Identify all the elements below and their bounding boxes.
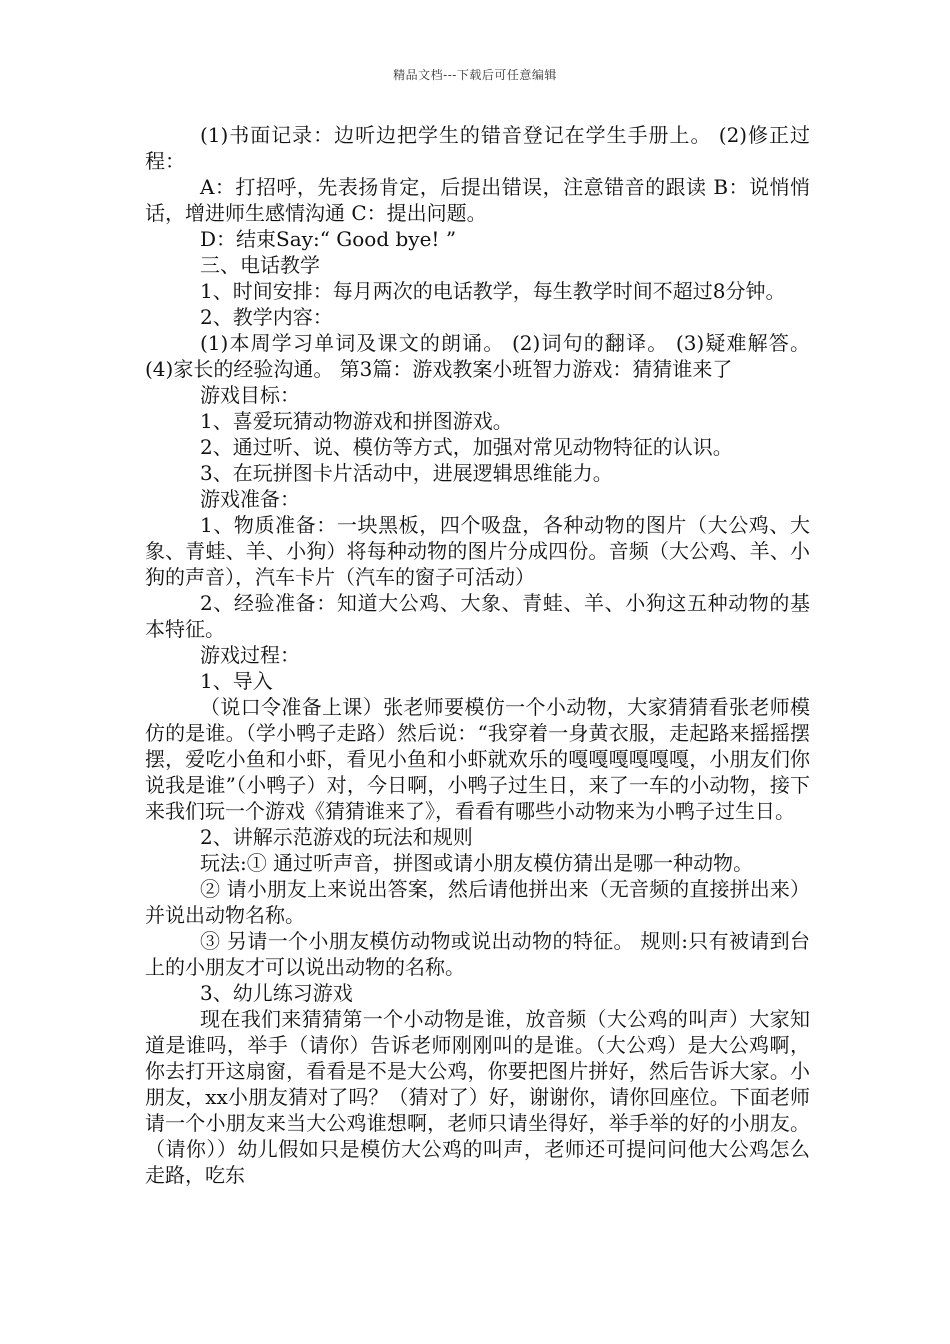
paragraph-play-method-1: 玩法:① 通过听声音，拼图或请小朋友模仿猜出是哪一种动物。 xyxy=(200,851,754,875)
paragraph-material-preparation: 1、物质准备：一块黑板，四个吸盘，各种动物的图片（大公鸡、大象、青蛙、羊、小狗）将每种动物的图片分成四份。音频（大公鸡、羊、小狗的声音），汽车卡片（汽车的窗子可活动） xyxy=(145,513,810,589)
paragraph-correction-steps: A：打招呼，先表扬肯定，后提出错误，注意错音的跟读 B：说悄悄话，增进师生感情沟通 C：提出问题。 xyxy=(145,175,810,225)
paragraph-play-method-3: ③ 另请一个小朋友模仿动物或说出动物的特征。 规则:只有被请到台上的小朋友才可以说出动物的名称。 xyxy=(145,929,810,979)
paragraph-goal-3: 3、在玩拼图卡片活动中，进展逻辑思维能力。 xyxy=(200,461,613,485)
heading-game-preparation: 游戏准备： xyxy=(200,487,300,511)
paragraph-time-arrangement: 1、时间安排：每月两次的电话教学，每生教学时间不超过8分钟。 xyxy=(200,279,786,303)
paragraph-intro-heading: 1、导入 xyxy=(200,669,273,693)
page-header: 精品文档---下载后可任意编辑 xyxy=(393,68,557,82)
heading-game-process: 游戏过程： xyxy=(200,643,300,667)
paragraph-goal-2: 2、通过听、说、模仿等方式，加强对常见动物特征的认识。 xyxy=(200,435,733,459)
section-heading-phone-teaching: 三、电话教学 xyxy=(200,253,320,277)
paragraph-goodbye: D：结束Say:“ Good bye! ” xyxy=(200,227,457,251)
paragraph-practice-body: 现在我们来猜猜第一个小动物是谁，放音频（大公鸡的叫声）大家知道是谁吗，举手（请你）告诉老师刚刚叫的是谁。（大公鸡）是大公鸡啊，你去打开这扇窗，看看是不是大公鸡，你要把图片拼好，然后告诉大家。小朋友，xx小朋友猜对了吗？（猜对了）好，谢谢你，请你回座位。下面老师请一个小朋友来当大公鸡谁想啊，老师只请坐得好，举手举的好的小朋友。（请你））幼儿假如只是模仿大公鸡的叫声，老师还可提问问他大公鸡怎么走路，吃东 xyxy=(145,1007,810,1187)
paragraph-play-method-2: ② 请小朋友上来说出答案，然后请他拼出来（无音频的直接拼出来）并说出动物名称。 xyxy=(145,877,810,927)
paragraph-teaching-content-heading: 2、教学内容： xyxy=(200,305,333,329)
heading-game-goals: 游戏目标： xyxy=(200,383,300,407)
paragraph-teaching-content: (1)本周学习单词及课文的朗诵。 (2)词句的翻译。 (3)疑难解答。 (4)家长的经验沟通。 第3篇：游戏教案小班智力游戏：猜猜谁来了 xyxy=(145,331,810,381)
document-body xyxy=(145,122,810,1188)
paragraph-experience-preparation: 2、经验准备：知道大公鸡、大象、青蛙、羊、小狗这五种动物的基本特征。 xyxy=(145,591,810,641)
paragraph-written-record: (1)书面记录：边听边把学生的错音登记在学生手册上。 (2)修正过程： xyxy=(145,123,810,173)
paragraph-goal-1: 1、喜爱玩猜动物游戏和拼图游戏。 xyxy=(200,409,513,433)
paragraph-rules-heading: 2、讲解示范游戏的玩法和规则 xyxy=(200,825,473,849)
paragraph-practice-heading: 3、幼儿练习游戏 xyxy=(200,981,353,1005)
paragraph-intro-body: （说口令准备上课）张老师要模仿一个小动物，大家猜猜看张老师模仿的是谁。（学小鸭子走路）然后说：“我穿着一身黄衣服，走起路来摇摇摆摆，爱吃小鱼和小虾，看见小鱼和小虾就欢乐的嘎嘎嘎嘎嘎嘎，小朋友们你说我是谁”（小鸭子）对，今日啊，小鸭子过生日，来了一车的小动物，接下来我们玩一个游戏《猜猜谁来了》，看看有哪些小动物来为小鸭子过生日。 xyxy=(145,695,810,823)
